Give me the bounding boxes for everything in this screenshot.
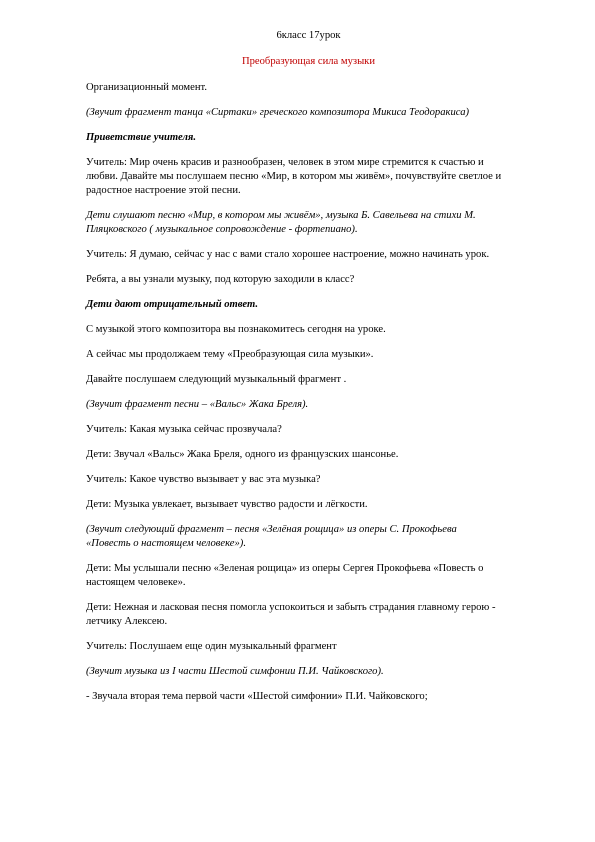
text-line: (Звучит музыка из I части Шестой симфонии П.И. Чайковского).	[86, 666, 384, 677]
paragraph	[86, 498, 531, 512]
paragraph	[86, 323, 531, 337]
text-line: Дети дают отрицательный ответ.	[86, 299, 258, 310]
text-line: настоящем человеке».	[86, 577, 186, 588]
paragraph	[86, 423, 531, 437]
text-line: Дети: Нежная и ласковая песня помогла успокоиться и забыть страдания главному герою -	[86, 602, 496, 613]
text-line: Приветствие учителя.	[86, 132, 196, 143]
text-line: Пляцковского ( музыкальное сопровождение - фортепиано).	[86, 224, 358, 235]
text-line: Дети: Звучал «Вальс» Жака Бреля, одного из французских шансонье.	[86, 449, 399, 460]
text-line: (Звучит фрагмент танца «Сиртаки» греческого композитора Микиса Теодоракиса)	[86, 107, 470, 118]
paragraph	[86, 81, 531, 95]
paragraph	[86, 448, 531, 462]
text-line: Учитель: Послушаем еще один музыкальный фрагмент	[86, 641, 337, 652]
paragraph	[86, 273, 531, 287]
lesson-header: 6класс 17урок	[276, 30, 341, 41]
paragraph	[86, 473, 531, 487]
text-line: Ребята, а вы узнали музыку, под которую заходили в класс?	[86, 274, 355, 285]
text-line: (Звучит фрагмент песни – «Вальс» Жака Бреля).	[86, 399, 309, 410]
text-line: Дети слушают песню «Мир, в котором мы живём», музыка Б. Савельева на стихи М.	[86, 210, 476, 221]
paragraph	[86, 690, 531, 704]
paragraph	[86, 348, 531, 362]
text-line: А сейчас мы продолжаем тему «Преобразующая сила музыки».	[86, 349, 374, 360]
paragraph	[86, 373, 531, 387]
paragraph	[86, 398, 531, 412]
paragraph	[86, 298, 531, 312]
text-line: летчику Алексею.	[86, 616, 168, 627]
paragraph	[86, 601, 531, 629]
paragraph	[86, 156, 531, 198]
lesson-title: Преобразующая сила музыки	[241, 56, 376, 67]
paragraph	[86, 665, 531, 679]
text-line: любви. Давайте мы послушаем песню «Мир, в котором мы живём», почувствуйте светлое и	[86, 171, 502, 182]
paragraph	[86, 131, 531, 145]
text-line: радостное настроение этой песни.	[86, 185, 241, 196]
paragraph	[86, 209, 531, 237]
text-line: Учитель: Какое чувство вызывает у вас эта музыка?	[86, 474, 321, 485]
text-line: Учитель: Мир очень красив и разнообразен, человек в этом мире стремится к счастью и	[86, 157, 484, 168]
text-line: Дети: Мы услышали песню «Зеленая рощица» из оперы Сергея Прокофьева «Повесть о	[86, 563, 484, 574]
text-line: Давайте послушаем следующий музыкальный фрагмент .	[86, 374, 347, 385]
document-body	[86, 81, 531, 704]
text-line: - Звучала вторая тема первой части «Шестой симфонии» П.И. Чайковского;	[86, 691, 428, 702]
paragraph	[86, 106, 531, 120]
paragraph	[86, 248, 531, 262]
text-line: Учитель: Я думаю, сейчас у нас с вами стало хорошее настроение, можно начинать урок.	[86, 249, 490, 260]
text-line: Дети: Музыка увлекает, вызывает чувство радости и лёгкости.	[86, 499, 368, 510]
text-line: «Повесть о настоящем человеке»).	[86, 538, 246, 549]
text-line: Учитель: Какая музыка сейчас прозвучала?	[86, 424, 282, 435]
paragraph	[86, 523, 531, 551]
text-line: Организационный момент.	[86, 82, 207, 93]
paragraph	[86, 640, 531, 654]
paragraph	[86, 562, 531, 590]
text-line: С музыкой этого композитора вы познакомитесь сегодня на уроке.	[86, 324, 386, 335]
text-line: (Звучит следующий фрагмент – песня «Зелёная рощица» из оперы С. Прокофьева	[86, 524, 457, 535]
